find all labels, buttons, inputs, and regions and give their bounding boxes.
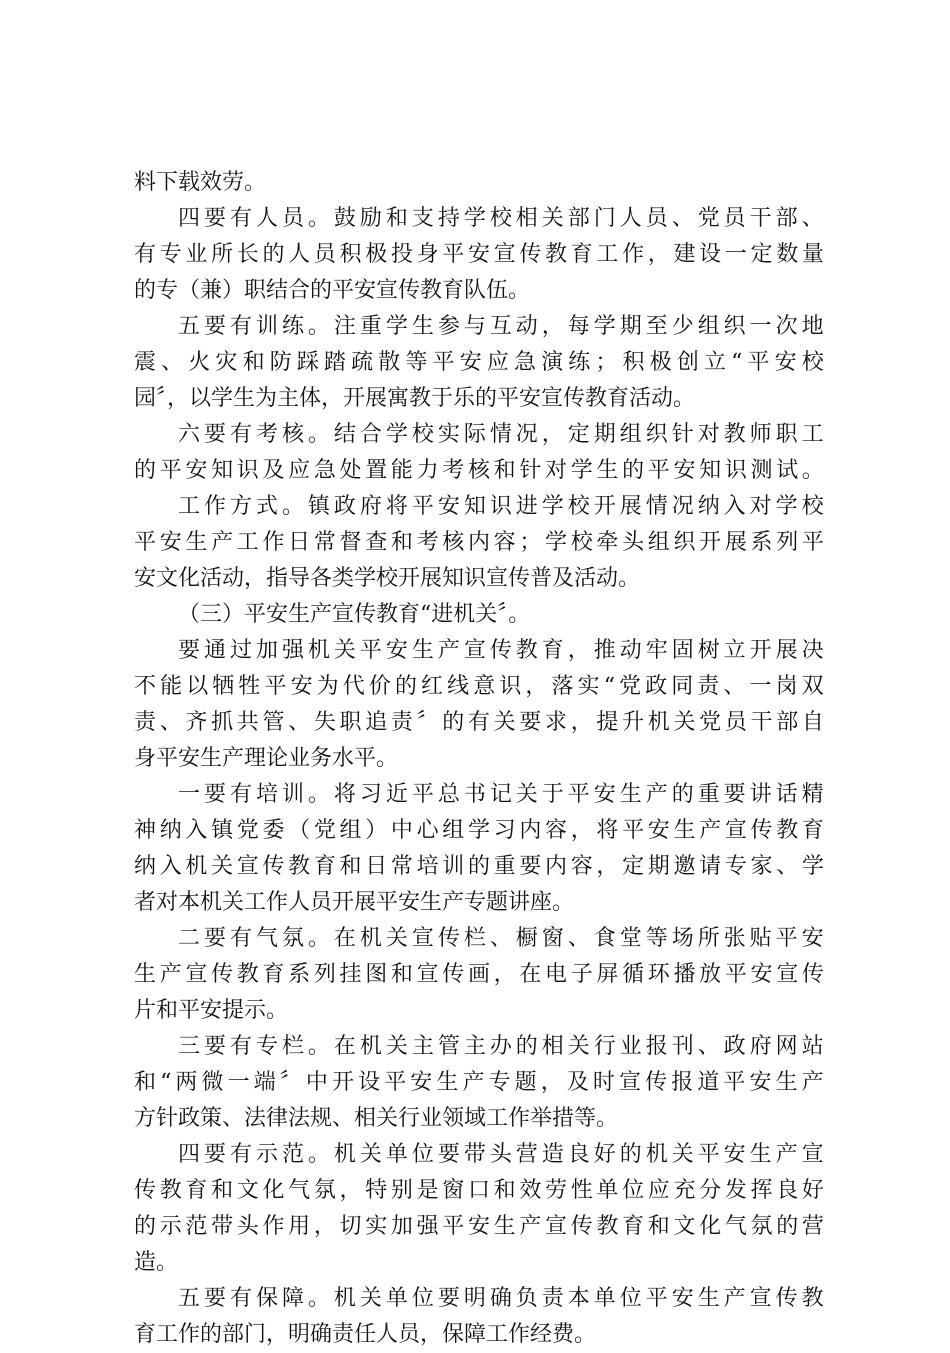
text-line: 造。 (134, 1250, 179, 1275)
document-body (134, 165, 824, 1353)
text-line: 三 要 有 专 栏 。 在 机 关 主 管 主 办 的 相 关 行 业 报 刊 、 政 府 网 站 (178, 1034, 824, 1059)
text-line: 震 、 火 灾 和 防 踩 踏 疏 散 等 平 安 应 急 演 练 ； 积 极 创 立 “ 平 安 校 (134, 350, 824, 375)
text-line: 五 要 有 保 障 。 机 关 单 位 要 明 确 负 责 本 单 位 平 安 生 产 宣 传 教 (178, 1286, 824, 1311)
text-line: 六 要 有 考 核 。 结 合 学 校 实 际 情 况 ， 定 期 组 织 针 对 教 师 职 工 (178, 422, 824, 447)
text-line: 的专（兼）职结合的平安宣传教育队伍。 (134, 278, 531, 303)
text-line: 五 要 有 训 练 。 注 重 学 生 参 与 互 动 ， 每 学 期 至 少 组 织 一 次 地 (178, 314, 824, 339)
text-line: 神 纳 入 镇 党 委 （ 党 组 ） 中 心 组 学 习 内 容 ， 将 平 安 生 产 宣 传 教 育 (134, 818, 824, 843)
text-line: 四 要 有 示 范 。 机 关 单 位 要 带 头 营 造 良 好 的 机 关 平 安 生 产 宣 (178, 1142, 824, 1167)
text-line: 二 要 有 气 氛 。 在 机 关 宣 传 栏 、 橱 窗 、 食 堂 等 场 所 张 贴 平 安 (178, 926, 824, 951)
text-line: 责 、 齐 抓 共 管 、 失 职 追 责 〞 的 有 关 要 求 ， 提 升 机 关 党 员 干 部 自 (134, 710, 824, 735)
text-line: 料下载效劳。 (134, 170, 267, 195)
text-line: 平 安 生 产 工 作 日 常 督 查 和 考 核 内 容 ； 学 校 牵 头 组 织 开 展 系 列 平 (134, 530, 824, 555)
text-line: 不 能 以 牺 牲 平 安 为 代 价 的 红 线 意 识 ， 落 实 “ 党 政 同 责 、 一 岗 双 (134, 674, 824, 699)
text-line: 安文化活动，指导各类学校开展知识宣传普及活动。 (134, 566, 641, 591)
text-line: 身平安生产理论业务水平。 (134, 746, 399, 771)
text-line: 四 要 有 人 员 。 鼓 励 和 支 持 学 校 相 关 部 门 人 员 、 党 员 干 部 、 (178, 206, 824, 231)
text-line: 传 教 育 和 文 化 气 氛 ， 特 别 是 窗 口 和 效 劳 性 单 位 应 充 分 发 挥 良 好 (134, 1178, 824, 1203)
text-line: 一 要 有 培 训 。 将 习 近 平 总 书 记 关 于 平 安 生 产 的 重 要 讲 话 精 (178, 782, 824, 807)
text-line: 要 通 过 加 强 机 关 平 安 生 产 宣 传 教 育 ， 推 动 牢 固 树 立 开 展 决 (178, 638, 824, 663)
text-line: 者对本机关工作人员开展平安生产专题讲座。 (134, 890, 575, 915)
section-heading: （三）平安生产宣传教育“进机关〞。 (178, 602, 531, 627)
text-line: 工 作 方 式 。 镇 政 府 将 平 安 知 识 进 学 校 开 展 情 况 纳 入 对 学 校 (178, 494, 824, 519)
text-line: 的 平 安 知 识 及 应 急 处 置 能 力 考 核 和 针 对 学 生 的 平 安 知 识 测 试 。 (134, 458, 824, 483)
text-line: 和 “ 两 微 一 端 〞 中 开 设 平 安 生 产 专 题 ， 及 时 宣 传 报 道 平 安 生 产 (134, 1070, 824, 1095)
text-line: 片和平安提示。 (134, 998, 289, 1023)
text-line: 育工作的部门，明确责任人员，保障工作经费。 (134, 1322, 597, 1347)
text-line: 有 专 业 所 长 的 人 员 积 极 投 身 平 安 宣 传 教 育 工 作 ， 建 设 一 定 数 量 (134, 242, 824, 267)
text-line: 生 产 宣 传 教 育 系 列 挂 图 和 宣 传 画 ， 在 电 子 屏 循 环 播 放 平 安 宣 传 (134, 962, 824, 987)
text-line: 方针政策、法律法规、相关行业领域工作举措等。 (134, 1106, 619, 1131)
text-line: 的 示 范 带 头 作 用 ， 切 实 加 强 平 安 生 产 宣 传 教 育 和 文 化 气 氛 的 营 (134, 1214, 824, 1239)
text-line: 园〞，以学生为主体，开展寓教于乐的平安宣传教育活动。 (134, 386, 696, 411)
text-line: 纳 入 机 关 宣 传 教 育 和 日 常 培 训 的 重 要 内 容 ， 定 期 邀 请 专 家 、 学 (134, 854, 824, 879)
